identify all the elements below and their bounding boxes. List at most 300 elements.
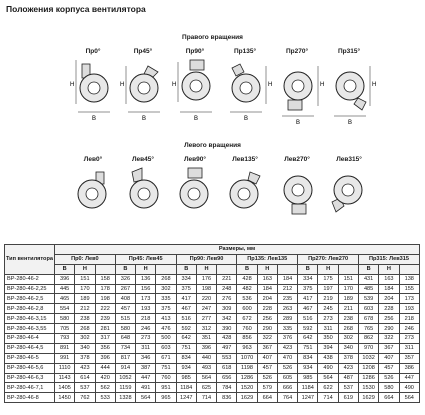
dimension-cell: 537 xyxy=(75,383,95,393)
dimension-cell: 1052 xyxy=(115,373,135,383)
table-body xyxy=(5,274,420,403)
subcolumn-header: В xyxy=(237,264,257,274)
dimension-cell: 211 xyxy=(338,304,358,314)
position-label: Пр0° xyxy=(85,48,101,55)
dimension-cell: 417 xyxy=(176,294,196,304)
dimension-cell: 290 xyxy=(257,324,277,334)
dimension-cell: 1629 xyxy=(237,393,257,403)
dimension-cell: 197 xyxy=(318,284,338,294)
dimension-cell: 605 xyxy=(277,373,297,383)
dimension-cell: 151 xyxy=(75,274,95,284)
dimension-cell: 375 xyxy=(156,304,176,314)
fan-type-cell: ВР-280-46-4 xyxy=(5,334,55,344)
svg-text:H: H xyxy=(268,82,273,88)
dimension-cell: 592 xyxy=(176,324,196,334)
dimension-cell: 762 xyxy=(75,393,95,403)
dimension-cell: 445 xyxy=(55,284,75,294)
dimension-cell: 751 xyxy=(176,343,196,353)
table-row xyxy=(5,334,420,344)
dimension-cell: 834 xyxy=(176,353,196,363)
dimension-cell: 1286 xyxy=(237,373,257,383)
dimension-cell: 1159 xyxy=(115,383,135,393)
fan-type-cell: ВР-280-46-2,25 xyxy=(5,284,55,294)
dimension-cell: 273 xyxy=(318,314,338,324)
dimension-cell: 273 xyxy=(399,334,419,344)
dimension-cell: 457 xyxy=(379,363,399,373)
dimension-cell: 914 xyxy=(115,363,135,373)
dimension-cell: 951 xyxy=(156,383,176,393)
dimension-cell: 413 xyxy=(156,314,176,324)
table-row xyxy=(5,373,420,383)
dimension-cell: 760 xyxy=(156,373,176,383)
dimension-cell: 417 xyxy=(298,294,318,304)
dimension-cell: 564 xyxy=(136,393,156,403)
dimension-cell: 438 xyxy=(318,353,338,363)
dimension-cell: 985 xyxy=(298,373,318,383)
dimension-cell: 457 xyxy=(257,363,277,373)
dimension-cell: 387 xyxy=(136,363,156,373)
dimension-cell: 302 xyxy=(75,334,95,344)
dimension-cell: 1530 xyxy=(358,383,378,393)
dimension-cell: 526 xyxy=(277,363,297,373)
dimension-cell: 970 xyxy=(358,343,378,353)
subcolumn-header: В xyxy=(55,264,75,274)
dimension-cell: 246 xyxy=(136,324,156,334)
dimension-cell: 193 xyxy=(136,304,156,314)
dimension-cell: 564 xyxy=(318,373,338,383)
group-header: Пр270: Лев270 xyxy=(298,254,359,264)
position-r315 xyxy=(318,48,380,134)
subcolumn-header xyxy=(156,264,176,274)
dimension-cell: 672 xyxy=(237,314,257,324)
dimension-cell: 476 xyxy=(156,324,176,334)
dimension-cell: 991 xyxy=(55,353,75,363)
table-row xyxy=(5,284,420,294)
dimension-cell: 273 xyxy=(136,334,156,344)
dimension-cell: 516 xyxy=(176,314,196,324)
subcolumn-header xyxy=(217,264,237,274)
dimensions-table xyxy=(4,244,420,403)
dimension-cell: 536 xyxy=(237,294,257,304)
subcolumn-header: Н xyxy=(75,264,95,274)
dimension-cell: 734 xyxy=(115,343,135,353)
position-label: Пр270° xyxy=(285,48,309,55)
dimension-cell: 184 xyxy=(277,274,297,284)
dimension-cell: 263 xyxy=(277,304,297,314)
dimension-cell: 396 xyxy=(196,343,216,353)
dimension-cell: 554 xyxy=(55,304,75,314)
table-row xyxy=(5,294,420,304)
svg-text:H: H xyxy=(372,82,377,88)
dimension-cell: 218 xyxy=(399,314,419,324)
svg-text:В: В xyxy=(194,116,199,122)
dimension-cell: 516 xyxy=(298,314,318,324)
position-label: Лев0° xyxy=(83,156,103,163)
dimension-cell: 656 xyxy=(217,373,237,383)
dimension-cell: 1070 xyxy=(237,353,257,363)
dimension-cell: 156 xyxy=(136,284,156,294)
dimension-cell: 158 xyxy=(95,274,115,284)
dimension-cell: 309 xyxy=(217,304,237,314)
dimension-cell: 322 xyxy=(257,334,277,344)
dimension-cell: 289 xyxy=(277,314,297,324)
dimension-cell: 493 xyxy=(196,363,216,373)
fan-housing-diagram xyxy=(318,56,380,134)
dimension-cell: 470 xyxy=(277,353,297,363)
dimension-cell: 245 xyxy=(318,304,338,314)
dimension-cell: 378 xyxy=(75,353,95,363)
dimension-cell: 346 xyxy=(136,353,156,363)
subcolumn-header: Н xyxy=(196,264,216,274)
dimension-cell: 189 xyxy=(338,294,358,304)
svg-text:В: В xyxy=(348,120,353,126)
dimension-cell: 603 xyxy=(156,343,176,353)
subcolumn-header: В xyxy=(358,264,378,274)
dimension-cell: 428 xyxy=(217,334,237,344)
dimension-cell: 1184 xyxy=(176,383,196,393)
position-label: Лев315° xyxy=(336,156,362,163)
dimension-cell: 184 xyxy=(257,284,277,294)
dimension-cell: 375 xyxy=(298,284,318,294)
dimension-cell: 592 xyxy=(298,324,318,334)
dimension-cell: 862 xyxy=(358,334,378,344)
dimension-cell: 228 xyxy=(257,304,277,314)
dimension-cell: 178 xyxy=(95,284,115,294)
dimension-cell: 764 xyxy=(277,393,297,403)
dimension-cell: 751 xyxy=(298,343,318,353)
dimension-cell: 1247 xyxy=(298,393,318,403)
subcolumn-header xyxy=(95,264,115,274)
dimension-cell: 267 xyxy=(115,284,135,294)
position-label: Пр315° xyxy=(337,48,361,55)
dimension-cell: 526 xyxy=(257,373,277,383)
dimension-cell: 497 xyxy=(217,343,237,353)
dimension-cell: 671 xyxy=(156,353,176,363)
dimension-cell: 1450 xyxy=(55,393,75,403)
dim-h-label: H xyxy=(70,82,75,88)
type-header: Тип вентилятора xyxy=(5,245,55,275)
dimension-cell: 934 xyxy=(176,363,196,373)
dimension-cell: 564 xyxy=(196,373,216,383)
dimension-cell: 490 xyxy=(318,363,338,373)
dimension-cell: 221 xyxy=(217,274,237,284)
dimension-cell: 176 xyxy=(196,274,216,284)
fan-type-cell: ВР-280-46-7,1 xyxy=(5,383,55,393)
dimension-cell: 1208 xyxy=(358,363,378,373)
dimension-cell: 642 xyxy=(298,334,318,344)
dimension-cell: 311 xyxy=(399,343,419,353)
dimension-cell: 335 xyxy=(156,294,176,304)
dimension-cell: 490 xyxy=(399,383,419,393)
subcolumn-header: В xyxy=(115,264,135,274)
dimension-cell: 985 xyxy=(176,373,196,383)
dimension-cell: 553 xyxy=(217,353,237,363)
dimension-cell: 648 xyxy=(115,334,135,344)
dimension-cell: 268 xyxy=(338,324,358,334)
dimension-cell: 276 xyxy=(217,294,237,304)
fan-type-cell: ВР-280-46-2 xyxy=(5,274,55,284)
position-label: Лев45° xyxy=(131,156,154,163)
dimension-cell: 1328 xyxy=(115,393,135,403)
dimension-cell: 376 xyxy=(277,334,297,344)
dimension-cell: 238 xyxy=(75,314,95,324)
dimension-cell: 447 xyxy=(136,373,156,383)
dimension-cell: 603 xyxy=(358,304,378,314)
dimension-cell: 312 xyxy=(196,324,216,334)
dimension-cell: 198 xyxy=(95,294,115,304)
dimension-cell: 705 xyxy=(55,324,75,334)
dimension-cell: 155 xyxy=(399,284,419,294)
dimension-cell: 334 xyxy=(176,274,196,284)
right-rotation-heading: Правого вращения xyxy=(182,34,243,41)
dimension-cell: 351 xyxy=(196,334,216,344)
dimension-cell: 173 xyxy=(136,294,156,304)
dimension-cell: 136 xyxy=(136,274,156,284)
dimension-cell: 856 xyxy=(237,334,257,344)
dimension-cell: 268 xyxy=(156,274,176,284)
dimension-cell: 356 xyxy=(95,343,115,353)
dimension-cell: 580 xyxy=(115,324,135,334)
dimension-cell: 302 xyxy=(156,284,176,294)
table-row xyxy=(5,363,420,373)
group-header: Пр90: Лев90 xyxy=(176,254,237,264)
dimension-cell: 268 xyxy=(75,324,95,334)
subcolumn-header xyxy=(338,264,358,274)
dimension-cell: 467 xyxy=(298,304,318,314)
dimension-cell: 784 xyxy=(217,383,237,393)
dimension-cell: 184 xyxy=(379,284,399,294)
dimension-cell: 367 xyxy=(379,343,399,353)
dimension-cell: 1520 xyxy=(237,383,257,393)
dimension-cell: 666 xyxy=(277,383,297,393)
dimension-cell: 170 xyxy=(75,284,95,294)
subcolumn-header: Н xyxy=(257,264,277,274)
position-l315 xyxy=(318,156,380,220)
dimension-cell: 311 xyxy=(136,343,156,353)
dimension-cell: 342 xyxy=(217,314,237,324)
dimension-cell: 579 xyxy=(257,383,277,393)
position-label: Лев270° xyxy=(284,156,310,163)
dimension-cell: 934 xyxy=(298,363,318,373)
group-header: Пр0: Лев0 xyxy=(55,254,116,264)
dimension-cell: 965 xyxy=(156,393,176,403)
dimension-cell: 238 xyxy=(338,314,358,324)
dimension-cell: 357 xyxy=(399,353,419,363)
table-row xyxy=(5,383,420,393)
dimension-cell: 1110 xyxy=(55,363,75,373)
dimension-cell: 173 xyxy=(399,294,419,304)
dimension-cell: 350 xyxy=(318,334,338,344)
dimension-cell: 440 xyxy=(196,353,216,363)
page-title: Положения корпуса вентилятора xyxy=(6,4,146,14)
dimension-cell: 487 xyxy=(338,373,358,383)
dimension-cell: 246 xyxy=(399,324,419,334)
fan-type-cell: ВР-280-46-8 xyxy=(5,393,55,403)
position-label: Пр90° xyxy=(185,48,205,55)
dimension-cell: 537 xyxy=(338,383,358,393)
dimension-cell: 367 xyxy=(257,343,277,353)
dimension-cell: 642 xyxy=(176,334,196,344)
dimension-cell: 963 xyxy=(237,343,257,353)
table-row xyxy=(5,393,420,403)
dimension-cell: 222 xyxy=(95,304,115,314)
dimension-cell: 423 xyxy=(277,343,297,353)
dimension-cell: 1198 xyxy=(237,363,257,373)
dimension-cell: 163 xyxy=(257,274,277,284)
dimension-cell: 714 xyxy=(318,393,338,403)
dimension-cell: 526 xyxy=(379,373,399,383)
dimension-cell: 256 xyxy=(257,314,277,324)
dimension-cell: 533 xyxy=(95,393,115,403)
dimension-cell: 375 xyxy=(176,284,196,294)
fan-type-cell: ВР-280-46-2,5 xyxy=(5,294,55,304)
dimension-cell: 457 xyxy=(115,304,135,314)
table-row xyxy=(5,304,420,314)
dimension-cell: 396 xyxy=(95,353,115,363)
dimension-cell: 714 xyxy=(196,393,216,403)
dimension-cell: 500 xyxy=(156,334,176,344)
dimension-cell: 431 xyxy=(358,274,378,284)
dimension-cell: 394 xyxy=(318,343,338,353)
dimension-cell: 1286 xyxy=(358,373,378,383)
dimension-cell: 836 xyxy=(217,393,237,403)
dimension-cell: 281 xyxy=(95,324,115,334)
dimension-cell: 247 xyxy=(196,304,216,314)
dimension-cell: 302 xyxy=(338,334,358,344)
dimension-cell: 678 xyxy=(358,314,378,324)
dimension-cell: 193 xyxy=(399,304,419,314)
subcolumn-header-row xyxy=(5,264,420,274)
table-row xyxy=(5,314,420,324)
dimension-cell: 793 xyxy=(55,334,75,344)
fan-type-cell: ВР-280-46-3,55 xyxy=(5,324,55,334)
position-label: Лев135° xyxy=(232,156,258,163)
dimension-cell: 340 xyxy=(338,343,358,353)
subcolumn-header: В xyxy=(176,264,196,274)
dimension-cell: 1032 xyxy=(358,353,378,363)
dimension-cell: 198 xyxy=(196,284,216,294)
dimension-cell: 322 xyxy=(379,334,399,344)
subcolumn-header: В xyxy=(298,264,318,274)
dimension-cell: 407 xyxy=(379,353,399,363)
dimension-cell: 311 xyxy=(318,324,338,334)
dimension-cell: 619 xyxy=(338,393,358,403)
dimension-cell: 664 xyxy=(379,393,399,403)
dimension-cell: 220 xyxy=(196,294,216,304)
position-label: Лев90° xyxy=(183,156,206,163)
dimension-cell: 482 xyxy=(237,284,257,294)
svg-text:В: В xyxy=(244,116,249,122)
dimension-cell: 760 xyxy=(237,324,257,334)
dimension-cell: 378 xyxy=(338,353,358,363)
dimension-cell: 290 xyxy=(379,324,399,334)
dimension-cell: 235 xyxy=(277,294,297,304)
fan-type-cell: ВР-280-46-2,8 xyxy=(5,304,55,314)
dimension-cell: 580 xyxy=(379,383,399,393)
dimension-cell: 334 xyxy=(298,274,318,284)
dimension-cell: 151 xyxy=(338,274,358,284)
dimension-cell: 491 xyxy=(136,383,156,393)
table-row xyxy=(5,353,420,363)
dimension-cell: 228 xyxy=(379,304,399,314)
dimension-cell: 189 xyxy=(75,294,95,304)
dimension-cell: 248 xyxy=(217,284,237,294)
table-row xyxy=(5,274,420,284)
dimension-cell: 834 xyxy=(298,353,318,363)
dimension-cell: 600 xyxy=(237,304,257,314)
group-header: Пр45: Лев45 xyxy=(115,254,176,264)
dimension-cell: 175 xyxy=(318,274,338,284)
fan-type-cell: ВР-280-46-5 xyxy=(5,353,55,363)
left-rotation-heading: Левого вращения xyxy=(184,142,241,149)
dimension-cell: 465 xyxy=(55,294,75,304)
dimension-cell: 428 xyxy=(237,274,257,284)
fan-housing-diagram xyxy=(318,164,380,220)
dimension-cell: 386 xyxy=(399,363,419,373)
table-row xyxy=(5,324,420,334)
group-header: Пр135: Лев135 xyxy=(237,254,298,264)
dimension-cell: 765 xyxy=(358,324,378,334)
dimension-cell: 1143 xyxy=(55,373,75,383)
dimension-cell: 317 xyxy=(95,334,115,344)
subcolumn-header: Н xyxy=(318,264,338,274)
dimension-cell: 664 xyxy=(257,393,277,403)
dimension-cell: 204 xyxy=(257,294,277,304)
fan-type-cell: ВР-280-46-6,3 xyxy=(5,373,55,383)
dimension-cell: 467 xyxy=(176,304,196,314)
sizes-header: Размеры, мм xyxy=(55,245,420,255)
dimension-cell: 444 xyxy=(95,363,115,373)
subcolumn-header xyxy=(399,264,419,274)
dimension-cell: 212 xyxy=(277,284,297,294)
dimension-cell: 219 xyxy=(318,294,338,304)
dimension-cell: 218 xyxy=(136,314,156,324)
dimension-cell: 751 xyxy=(156,363,176,373)
dimension-cell: 212 xyxy=(75,304,95,314)
dim-b-label: В xyxy=(92,116,97,122)
dimension-cell: 485 xyxy=(358,284,378,294)
dimension-cell: 891 xyxy=(55,343,75,353)
dimension-cell: 163 xyxy=(379,274,399,284)
svg-text:В: В xyxy=(296,120,301,126)
group-header-row xyxy=(5,254,420,264)
dimension-cell: 396 xyxy=(55,274,75,284)
dimension-cell: 580 xyxy=(55,314,75,324)
dimension-cell: 447 xyxy=(399,373,419,383)
fan-type-cell: ВР-280-46-4,5 xyxy=(5,343,55,353)
dimension-cell: 277 xyxy=(196,314,216,324)
position-label: Пр45° xyxy=(133,48,153,55)
dimension-cell: 564 xyxy=(399,393,419,403)
dimension-cell: 408 xyxy=(115,294,135,304)
fan-type-cell: ВР-280-46-3,15 xyxy=(5,314,55,324)
dimension-cell: 1247 xyxy=(176,393,196,403)
table-row xyxy=(5,343,420,353)
svg-text:H: H xyxy=(120,82,125,88)
dimension-cell: 423 xyxy=(75,363,95,373)
svg-text:В: В xyxy=(142,116,147,122)
dimension-cell: 614 xyxy=(75,373,95,383)
subcolumn-header: Н xyxy=(379,264,399,274)
svg-text:H: H xyxy=(320,82,325,88)
dimension-cell: 256 xyxy=(379,314,399,324)
dimension-cell: 335 xyxy=(277,324,297,334)
dimension-cell: 625 xyxy=(196,383,216,393)
position-label: Пр135° xyxy=(233,48,257,55)
dimension-cell: 390 xyxy=(217,324,237,334)
dimension-cell: 138 xyxy=(399,274,419,284)
dimension-cell: 204 xyxy=(379,294,399,304)
